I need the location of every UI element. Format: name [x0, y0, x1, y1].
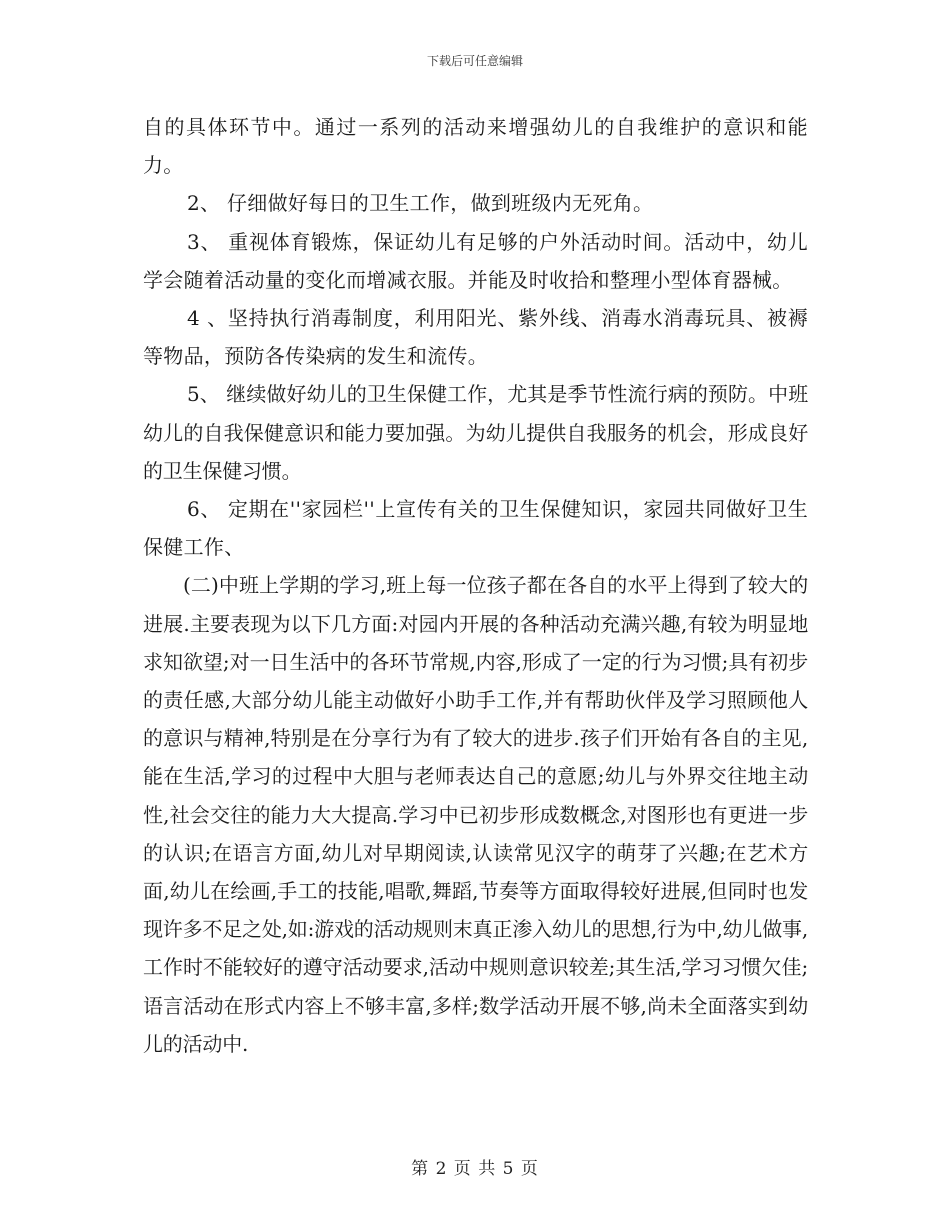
page-header-note: 下载后可任意编辑: [426, 54, 523, 68]
page-number-footer: 第 2 页 共 5 页: [411, 1159, 539, 1179]
paragraph-item-6: 6、 定期在''家园栏''上宣传有关的卫生保健知识，家园共同做好卫生保健工作、: [143, 497, 808, 560]
paragraph-item-3: 3、 重视体育锻炼，保证幼儿有足够的户外活动时间。活动中，幼儿学会随着活动量的变化而增减衣服。并能及时收拾和整理小型体育器械。: [143, 229, 808, 292]
paragraph-item-2: 2、 仔细做好每日的卫生工作，做到班级内无死角。: [187, 191, 654, 216]
document-body: [143, 108, 808, 1063]
paragraph-section-2: (二)中班上学期的学习,班上每一位孩子都在各自的水平上得到了较大的进展.主要表现为以下几方面:对园内开展的各种活动充满兴趣,有较为明显地求知欲望;对一日生活中的各环节常规,内容,形成了一定的行为习惯;具有初步的责任感,大部分幼儿能主动做好小助手工作,并有帮助伙伴及学习照顾他人的意识与精神,特别是在分享行为有了较大的进步.孩子们开始有各自的主见,能在生活,学习的过程中大胆与老师表达自己的意愿;幼儿与外界交往地主动性,社会交往的能力大大提高.学习中已初步形成数概念,对图形也有更进一步的认识;在语言方面,幼儿对早期阅读,认读常见汉字的萌芽了兴趣;在艺术方面,幼儿在绘画,手工的技能,唱歌,舞蹈,节奏等方面取得较好进展,但同时也发现许多不足之处,如:游戏的活动规则末真正渗入幼儿的思想,行为中,幼儿做事,工作时不能较好的遵守活动要求,活动中规则意识较差;其生活,学习习惯欠佳;语言活动在形式内容上不够丰富,多样;数学活动开展不够,尚未全面落实到幼儿的活动中.: [143, 573, 808, 1056]
paragraph-item-5: 5、 继续做好幼儿的卫生保健工作，尤其是季节性流行病的预防。中班幼儿的自我保健意识和能力要加强。为幼儿提供自我服务的机会，形成良好的卫生保健习惯。: [143, 382, 808, 483]
paragraph-continuation: 自的具体环节中。通过一系列的活动来增强幼儿的自我维护的意识和能力。: [143, 115, 808, 178]
paragraph-item-4: 4 、坚持执行消毒制度，利用阳光、紫外线、消毒水消毒玩具、被褥等物品，预防各传染病的发生和流传。: [143, 306, 808, 369]
